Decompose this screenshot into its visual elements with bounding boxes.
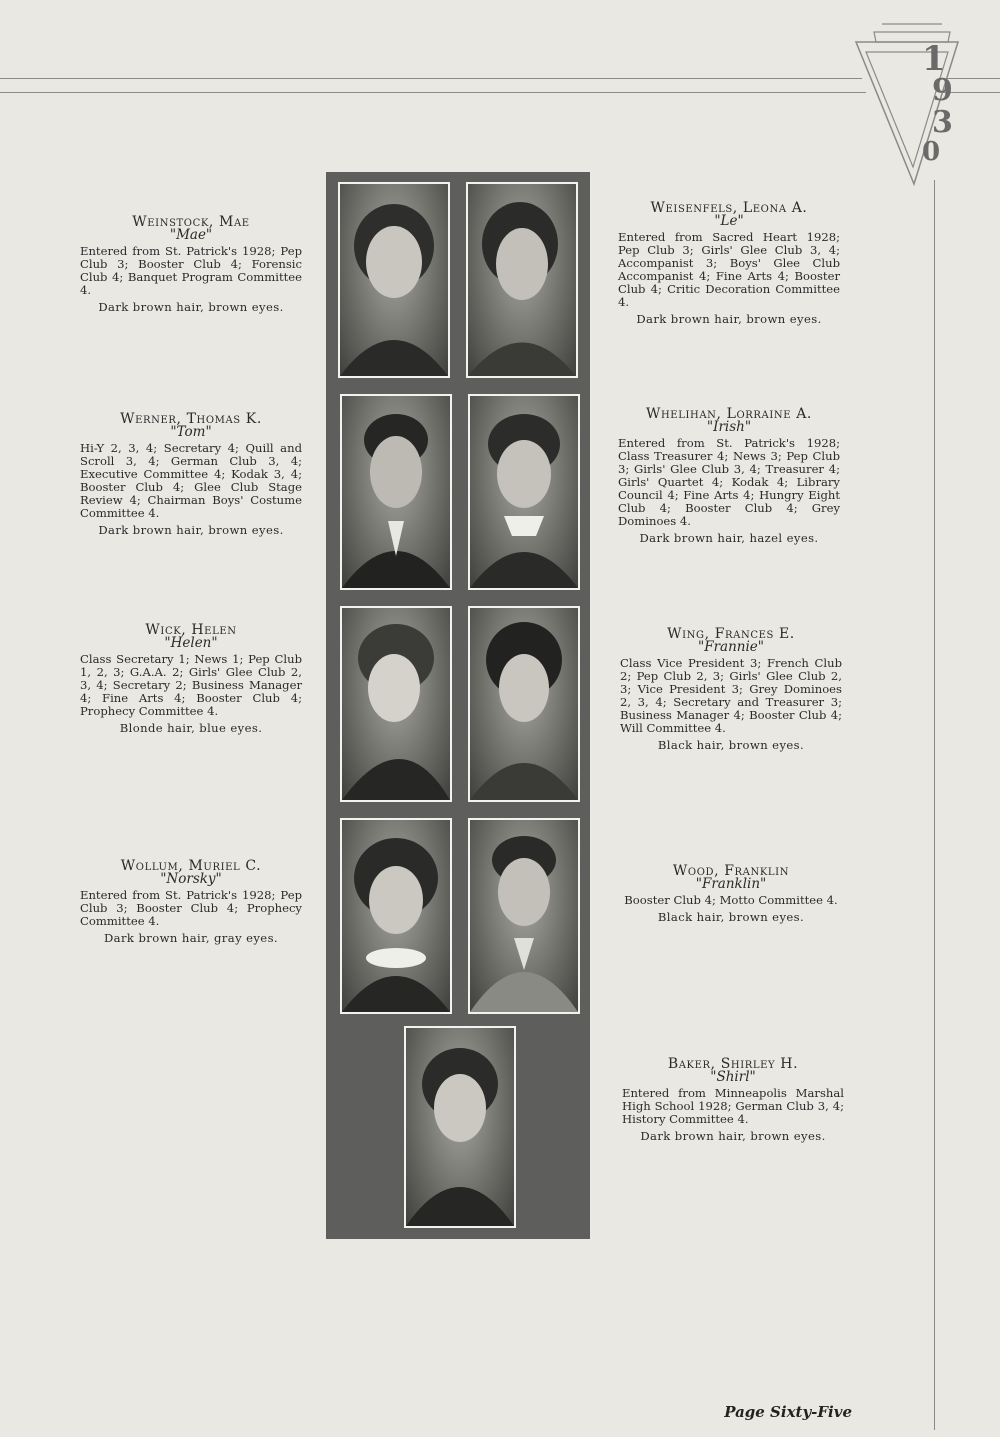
portrait-wollum xyxy=(340,818,452,1014)
portrait-baker xyxy=(404,1026,516,1228)
student-description: Dark brown hair, gray eyes. xyxy=(103,931,279,945)
student-description: Dark brown hair, brown eyes. xyxy=(98,523,284,537)
student-description: Dark brown hair, brown eyes. xyxy=(636,312,822,326)
portrait-wood xyxy=(468,818,580,1014)
student-nickname: "Franklin" xyxy=(695,876,767,892)
year-digit-3: 3 xyxy=(932,105,953,140)
student-activities: Entered from Sacred Heart 1928; Pep Club 3; Girls' Glee Club 3, 4; Accompanist 3; Boys' Glee Club Accompanist 4; Fine Arts 4; Booster Club 4; Critic Decoration Committee 4. xyxy=(618,230,840,309)
student-nickname: "Mae" xyxy=(169,227,213,243)
student-description: Dark brown hair, brown eyes. xyxy=(98,300,284,314)
student-nickname: "Tom" xyxy=(170,424,212,440)
portrait-weisenfels xyxy=(466,182,578,378)
student-description: Black hair, brown eyes. xyxy=(657,910,805,924)
student-description: Black hair, brown eyes. xyxy=(657,738,805,752)
senior-entry-whelihan xyxy=(618,408,840,545)
student-name: Weisenfels, Leona A. xyxy=(650,200,808,216)
student-description: Blonde hair, blue eyes. xyxy=(119,721,263,735)
portrait-wick xyxy=(340,606,452,802)
student-name: Wick, Helen xyxy=(145,622,237,638)
student-nickname: "Shirl" xyxy=(710,1069,756,1085)
year-emblem xyxy=(852,22,962,192)
student-name: Whelihan, Lorraine A. xyxy=(646,406,812,422)
senior-entry-wood xyxy=(620,865,842,924)
senior-entry-werner xyxy=(80,413,302,537)
portrait-wing xyxy=(468,606,580,802)
portrait-werner xyxy=(340,394,452,590)
senior-entry-wollum xyxy=(80,860,302,945)
student-activities: Class Secretary 1; News 1; Pep Club 1, 2, 3; G.A.A. 2; Girls' Glee Club 2, 3, 4; Secretary 2; Business Manager 4; Fine Arts 4; Booster Club 4; Prophecy Committee 4. xyxy=(80,652,302,718)
senior-entry-wing xyxy=(620,628,842,752)
student-description: Dark brown hair, brown eyes. xyxy=(640,1129,826,1143)
top-rule-outer xyxy=(0,78,862,79)
year-digit-1: 1 xyxy=(922,39,946,79)
senior-entry-wick xyxy=(80,624,302,735)
year-digit-9: 9 xyxy=(932,73,953,108)
student-activities: Booster Club 4; Motto Committee 4. xyxy=(624,893,838,907)
portrait-strip xyxy=(326,172,590,1239)
student-activities: Entered from St. Patrick's 1928; Pep Club 3; Booster Club 4; Prophecy Committee 4. xyxy=(80,888,302,928)
student-nickname: "Helen" xyxy=(164,635,218,651)
student-name: Wollum, Muriel C. xyxy=(120,858,262,874)
student-activities: Entered from St. Patrick's 1928; Class Treasurer 4; News 3; Pep Club 3; Girls' Glee Club 3, 4; Treasurer 4; Girls' Quartet 4; Kodak 4; Library Council 4; Fine Arts 4; Hungry Eight Club 4; Booster Club 4; Grey Dominoes 4. xyxy=(618,436,840,528)
senior-entry-baker xyxy=(622,1058,844,1143)
student-description: Dark brown hair, hazel eyes. xyxy=(639,531,819,545)
portrait-weinstock xyxy=(338,182,450,378)
student-name: Werner, Thomas K. xyxy=(120,411,262,427)
student-name: Weinstock, Mae xyxy=(132,214,250,230)
right-border-rule xyxy=(934,180,935,1430)
student-nickname: "Irish" xyxy=(706,419,752,435)
student-nickname: "Norsky" xyxy=(160,871,222,887)
student-activities: Entered from Minneapolis Marshal High School 1928; German Club 3, 4; History Committee 4. xyxy=(622,1086,844,1126)
senior-entry-weisenfels xyxy=(618,202,840,326)
top-rule-inner xyxy=(0,92,866,93)
portrait-whelihan xyxy=(468,394,580,590)
student-name: Wood, Franklin xyxy=(672,863,790,879)
student-name: Wing, Frances E. xyxy=(667,626,795,642)
page-number: Page Sixty-Five xyxy=(724,1403,852,1421)
student-activities: Entered from St. Patrick's 1928; Pep Club 3; Booster Club 4; Forensic Club 4; Banquet Program Committee 4. xyxy=(80,244,302,297)
student-activities: Hi-Y 2, 3, 4; Secretary 4; Quill and Scroll 3, 4; German Club 3, 4; Executive Committee 4; Kodak 3, 4; Booster Club 4; Glee Club Stage Review 4; Chairman Boys' Costume Committee 4. xyxy=(80,441,302,520)
senior-entry-weinstock xyxy=(80,216,302,314)
student-nickname: "Le" xyxy=(714,213,744,229)
year-digit-0: 0 xyxy=(922,137,941,167)
student-nickname: "Frannie" xyxy=(698,639,764,655)
student-activities: Class Vice President 3; French Club 2; Pep Club 2, 3; Girls' Glee Club 2, 3; Vice President 3; Grey Dominoes 2, 3, 4; Secretary and Treasurer 3; Business Manager 4; Booster Club 4; Will Committee 4. xyxy=(620,656,842,735)
student-name: Baker, Shirley H. xyxy=(667,1056,799,1072)
